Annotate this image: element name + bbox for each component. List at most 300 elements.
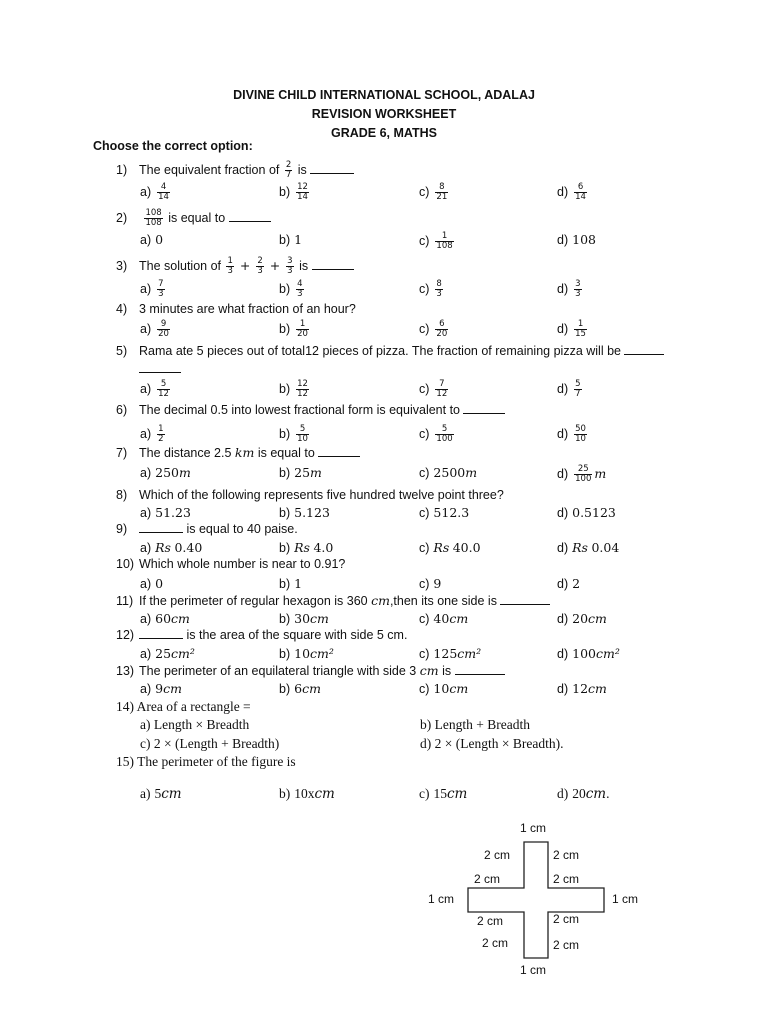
option-label: a): [140, 381, 152, 396]
fraction: [296, 280, 303, 299]
question-text: Rama ate 5 pieces out of total12 pieces of pizza. The fraction of remaining pizza will be: [139, 344, 621, 358]
question-10: [116, 557, 345, 571]
denominator: 7: [285, 170, 292, 180]
numerator: 5: [299, 424, 306, 434]
question-number: 6): [116, 403, 128, 417]
plus-sign: +: [265, 257, 285, 273]
q15-option-d: [557, 786, 610, 802]
question-text: The perimeter of an equilateral triangle with side 3: [139, 664, 417, 678]
answer-blank: [139, 522, 183, 533]
option-value: 2500: [433, 465, 466, 480]
question-number: 7): [116, 446, 128, 460]
denominator: 2: [158, 434, 164, 444]
question-text-end: is the area of the square with side 5 cm.: [186, 628, 408, 642]
option-label: a): [140, 281, 152, 296]
question-5-blank-line: [139, 362, 181, 376]
q11-option-c: [419, 611, 468, 626]
question-9: [116, 522, 298, 536]
q1-option-a: [140, 183, 172, 202]
question-text: The decimal 0.5 into lowest fractional form is equivalent to: [139, 403, 460, 417]
option-label: d): [557, 506, 569, 520]
fraction: [296, 183, 309, 202]
option-label: c): [419, 466, 430, 480]
unit: cm: [419, 663, 439, 678]
fraction: [574, 465, 592, 484]
q15-option-a: [140, 786, 182, 802]
answer-blank: [624, 344, 664, 355]
question-number: 8): [116, 488, 128, 502]
option-label: b): [279, 184, 291, 199]
option-value: 20: [572, 611, 589, 626]
fraction: [296, 425, 309, 444]
worksheet-title: REVISION WORKSHEET: [311, 107, 457, 121]
option-label: a): [140, 647, 152, 661]
fraction: [574, 425, 587, 444]
question-text: Which of the following represents five hundred twelve point three?: [139, 488, 504, 502]
option-label: b): [279, 612, 291, 626]
question-number: 10): [116, 557, 135, 571]
option-unit: cm: [588, 681, 607, 696]
denominator: 21: [436, 192, 448, 202]
q6-option-a: [140, 425, 167, 444]
q6-option-d: [557, 425, 589, 444]
fraction: [435, 280, 442, 299]
option-unit: cm: [310, 611, 329, 626]
q14-option-b: b) Length + Breadth: [420, 717, 530, 732]
q2-option-c: [419, 232, 456, 251]
question-8: [116, 488, 504, 502]
answer-blank: [139, 362, 181, 373]
question-text: The solution of: [139, 258, 221, 273]
q4-option-d: [557, 320, 589, 339]
option-label: a): [140, 577, 152, 591]
option-unit: m: [178, 465, 191, 480]
answer-blank: [500, 594, 550, 605]
numerator: 12: [297, 182, 308, 192]
q11-option-d: [557, 611, 607, 626]
option-label: c): [419, 577, 430, 591]
option-label: a): [140, 321, 152, 336]
option-value: 5.123: [294, 505, 330, 520]
option-label: c): [419, 786, 430, 801]
option-label: d): [557, 647, 569, 661]
label-right-end: 1 cm: [612, 892, 639, 906]
answer-blank: [310, 163, 354, 174]
denominator: 20: [297, 329, 308, 339]
question-4: [116, 302, 356, 316]
q12-option-d: [557, 646, 620, 661]
numerator: 1: [441, 231, 448, 241]
fraction: [435, 320, 448, 339]
option-unit: cm: [161, 786, 182, 802]
option-label: d): [557, 786, 569, 801]
label-top-left: 2 cm: [484, 848, 511, 862]
question-text: Which whole number is near to 0.91?: [139, 557, 346, 571]
fraction: [296, 320, 309, 339]
numerator: 4: [160, 182, 167, 192]
denominator: 10: [575, 434, 586, 444]
unit: cm: [371, 593, 390, 608]
numerator: 8: [436, 279, 442, 289]
option-value: 10: [433, 681, 450, 696]
option-value: 5: [154, 786, 162, 801]
q9-option-a: [140, 540, 202, 555]
currency: Rs: [155, 540, 171, 555]
option-suffix: .: [606, 786, 610, 801]
q6-option-b: [279, 425, 311, 444]
q14-option-c: c) 2 × (Length + Breadth): [140, 736, 280, 751]
question-2: [116, 209, 271, 228]
q12-option-b: [279, 646, 334, 661]
denominator: 3: [227, 266, 233, 276]
label-bottom-right: 2 cm: [553, 938, 580, 952]
option-label: d): [557, 682, 569, 696]
numerator: 2: [285, 160, 292, 170]
option-value: 12: [572, 681, 589, 696]
denominator: 100: [575, 474, 592, 484]
q13-option-c: [419, 681, 468, 696]
option-label: b): [279, 577, 291, 591]
q8-option-b: [279, 505, 330, 520]
question-number: 9): [116, 522, 128, 536]
q5-option-b: [279, 380, 311, 399]
option-label: a): [140, 184, 152, 199]
q10-option-b: [279, 576, 302, 591]
numerator: 5: [441, 424, 448, 434]
q10-option-d: [557, 576, 580, 591]
question-5: [116, 344, 664, 358]
option-value: 1: [294, 232, 303, 247]
denominator: 108: [436, 241, 453, 251]
numerator: 5: [575, 379, 581, 389]
label-right-upper: 2 cm: [553, 872, 580, 886]
q13-option-b: [279, 681, 321, 696]
option-label: a): [140, 233, 152, 247]
option-label: b): [279, 786, 291, 801]
option-label: c): [419, 541, 430, 555]
option-value: 108: [572, 232, 596, 247]
q8-option-d: [557, 505, 616, 520]
option-label: b): [279, 647, 291, 661]
numerator: 50: [575, 424, 586, 434]
fraction: [435, 425, 453, 444]
numerator: 7: [439, 379, 445, 389]
q15-option-c: [419, 786, 467, 802]
denominator: 10: [297, 434, 308, 444]
numerator: 6: [439, 319, 445, 329]
question-text-end: is: [297, 162, 307, 177]
option-value: 0: [155, 576, 164, 591]
option-label: a): [140, 541, 152, 555]
q3-option-b: [279, 280, 306, 299]
option-unit: cm²: [457, 646, 482, 661]
worksheet-header: [0, 86, 768, 143]
option-label: d): [557, 321, 569, 336]
fraction: [157, 380, 170, 399]
q3-option-d: [557, 280, 584, 299]
option-label: c): [419, 381, 430, 396]
option-value: 0.04: [591, 540, 620, 555]
option-unit: cm: [163, 681, 182, 696]
option-value: 9: [155, 681, 164, 696]
question-6: [116, 403, 505, 417]
denominator: 3: [287, 266, 293, 276]
option-label: c): [419, 426, 430, 441]
question-number: 5): [116, 344, 128, 358]
question-number: 13): [116, 664, 135, 678]
q10-option-a: [140, 576, 163, 591]
question-text-end: ,then its one side is: [389, 594, 497, 608]
option-value: 250: [155, 465, 179, 480]
option-value: 125: [433, 646, 458, 661]
option-label: a): [140, 786, 151, 801]
label-left-upper: 2 cm: [474, 872, 501, 886]
q9-option-c: [419, 540, 481, 555]
option-value: 40.0: [452, 540, 481, 555]
denominator: 20: [158, 329, 169, 339]
fraction: [144, 209, 162, 228]
q7-option-d: [557, 465, 606, 484]
option-label: a): [140, 466, 152, 480]
option-label: b): [279, 281, 291, 296]
option-value: 20: [572, 786, 586, 801]
option-label: b): [279, 233, 291, 247]
option-value: 15: [433, 786, 447, 801]
currency: Rs: [433, 540, 450, 555]
option-value: 25: [155, 646, 172, 661]
fraction: [435, 183, 448, 202]
question-1: [116, 161, 354, 180]
option-value: 10x: [294, 786, 315, 801]
fraction: [285, 161, 292, 180]
numerator: 1: [158, 424, 164, 434]
denominator: 3: [257, 266, 263, 276]
label-left-end: 1 cm: [428, 892, 455, 906]
option-value: 4.0: [313, 540, 334, 555]
fraction: [157, 183, 170, 202]
numerator: 1: [577, 319, 584, 329]
fraction: [574, 183, 587, 202]
question-number: 3): [116, 258, 128, 273]
currency: Rs: [572, 540, 588, 555]
option-label: d): [557, 281, 569, 296]
option-value: 25: [294, 465, 311, 480]
option-label: b): [279, 541, 291, 555]
numerator: 1: [227, 256, 233, 266]
option-value: 2: [572, 576, 581, 591]
denominator: 12: [297, 389, 308, 399]
numerator: 7: [158, 279, 164, 289]
q12-option-a: [140, 646, 195, 661]
option-label: c): [419, 506, 430, 520]
q14-option-d: d) 2 × (Length × Breadth).: [420, 736, 564, 751]
option-unit: m: [465, 465, 478, 480]
denominator: 100: [436, 434, 453, 444]
option-label: a): [140, 682, 152, 696]
numerator: 3: [575, 279, 581, 289]
q2-option-b: [279, 232, 302, 247]
q5-option-d: [557, 380, 584, 399]
q7-option-c: [419, 465, 477, 480]
q2-option-a: [140, 232, 163, 247]
fraction: [157, 280, 164, 299]
fraction: [296, 380, 309, 399]
fraction: [157, 320, 170, 339]
denominator: 3: [436, 289, 442, 299]
option-label: b): [279, 426, 291, 441]
q4-option-c: [419, 320, 450, 339]
grade-subject: GRADE 6, MATHS: [330, 126, 438, 140]
option-label: a): [140, 612, 152, 626]
option-value: 40: [433, 611, 450, 626]
denominator: 7: [575, 389, 581, 399]
q7-option-a: [140, 465, 191, 480]
numerator: 6: [577, 182, 584, 192]
option-label: d): [557, 184, 569, 199]
option-label: a): [140, 426, 152, 441]
q13-option-a: [140, 681, 182, 696]
q8-option-c: [419, 505, 469, 520]
option-label: b): [279, 682, 291, 696]
option-unit: cm: [449, 681, 469, 696]
label-left-lower: 2 cm: [477, 914, 504, 928]
q11-option-b: [279, 611, 329, 626]
q7-option-b: [279, 465, 322, 480]
fraction: [574, 380, 581, 399]
option-unit: cm: [314, 786, 335, 802]
numerator: 3: [287, 256, 293, 266]
answer-blank: [463, 403, 505, 414]
question-text-end: is: [299, 258, 309, 273]
answer-blank: [229, 211, 271, 222]
option-value: 10: [294, 646, 311, 661]
q3-option-a: [140, 280, 167, 299]
numerator: 9: [160, 319, 167, 329]
q5-option-a: [140, 380, 172, 399]
numerator: 4: [297, 279, 303, 289]
option-value: 0.40: [174, 540, 203, 555]
label-right-lower: 2 cm: [553, 912, 580, 926]
option-label: c): [419, 233, 430, 248]
option-label: c): [419, 321, 430, 336]
label-top-right: 2 cm: [553, 848, 580, 862]
option-label: b): [279, 381, 291, 396]
option-value: 0: [155, 232, 164, 247]
denominator: 14: [158, 192, 169, 202]
q2-option-d: [557, 232, 596, 247]
option-value: 0.5123: [572, 505, 616, 520]
option-value: 60: [155, 611, 172, 626]
question-text: The equivalent fraction of: [139, 162, 280, 177]
option-value: 512.3: [433, 505, 470, 520]
option-label: d): [557, 577, 569, 591]
q9-option-d: [557, 540, 619, 555]
answer-blank: [139, 628, 183, 639]
unit: km: [234, 445, 255, 460]
answer-blank: [318, 446, 360, 457]
denominator: 12: [158, 389, 169, 399]
option-label: d): [557, 466, 569, 481]
option-label: b): [279, 506, 291, 520]
q10-option-c: [419, 576, 441, 591]
denominator: 12: [436, 389, 448, 399]
numerator: 108: [145, 208, 162, 218]
question-text-end: is equal to 40 paise.: [186, 522, 298, 536]
cross-figure: [420, 818, 660, 978]
option-unit: cm²: [595, 646, 620, 661]
option-label: a): [140, 506, 152, 520]
option-label: b): [279, 321, 291, 336]
option-unit: cm: [302, 681, 321, 696]
fraction: [286, 257, 293, 276]
question-text-end: is equal to: [257, 446, 315, 460]
question-text: 3 minutes are what fraction of an hour?: [139, 302, 356, 316]
numerator: 5: [160, 379, 167, 389]
option-value: 100: [572, 646, 596, 661]
option-label: c): [419, 612, 430, 626]
numerator: 1: [299, 319, 306, 329]
denominator: 14: [575, 192, 586, 202]
question-7: [116, 445, 360, 460]
question-11: [116, 593, 550, 608]
answer-blank: [455, 664, 505, 675]
question-number: 12): [116, 628, 135, 642]
option-unit: m: [310, 465, 322, 480]
label-bottom-left: 2 cm: [482, 936, 509, 950]
option-value: 6: [294, 681, 303, 696]
option-unit: cm: [585, 786, 607, 802]
question-text-end: is equal to: [168, 210, 226, 225]
option-label: d): [557, 612, 569, 626]
option-value: 1: [294, 576, 303, 591]
q6-option-c: [419, 425, 456, 444]
q1-option-b: [279, 183, 311, 202]
numerator: 25: [577, 464, 589, 474]
option-label: d): [557, 381, 569, 396]
question-number: 1): [116, 162, 128, 177]
fraction: [226, 257, 233, 276]
option-value: 51.23: [155, 505, 191, 520]
option-unit: cm: [588, 611, 607, 626]
q13-option-d: [557, 681, 607, 696]
q14-option-a: a) Length × Breadth: [140, 717, 250, 732]
fraction: [435, 232, 453, 251]
option-label: c): [419, 281, 430, 296]
question-14: 14) Area of a rectangle =: [116, 699, 251, 714]
denominator: 15: [575, 329, 586, 339]
question-text: The distance 2.5: [139, 446, 232, 460]
fraction: [574, 320, 587, 339]
plus-sign: +: [235, 257, 255, 273]
q11-option-a: [140, 611, 190, 626]
question-number: 2): [116, 210, 128, 225]
q8-option-a: [140, 505, 191, 520]
q9-option-b: [279, 540, 333, 555]
option-value: 9: [433, 576, 442, 591]
q1-option-d: [557, 183, 589, 202]
question-13: [116, 663, 505, 678]
option-label: d): [557, 426, 569, 441]
label-bottom: 1 cm: [520, 963, 547, 977]
option-unit: cm: [171, 611, 190, 626]
denominator: 3: [575, 289, 581, 299]
answer-blank: [312, 259, 354, 270]
denominator: 14: [297, 192, 308, 202]
denominator: 108: [145, 218, 162, 228]
option-label: d): [557, 233, 569, 247]
fraction: [435, 380, 448, 399]
option-label: c): [419, 184, 430, 199]
